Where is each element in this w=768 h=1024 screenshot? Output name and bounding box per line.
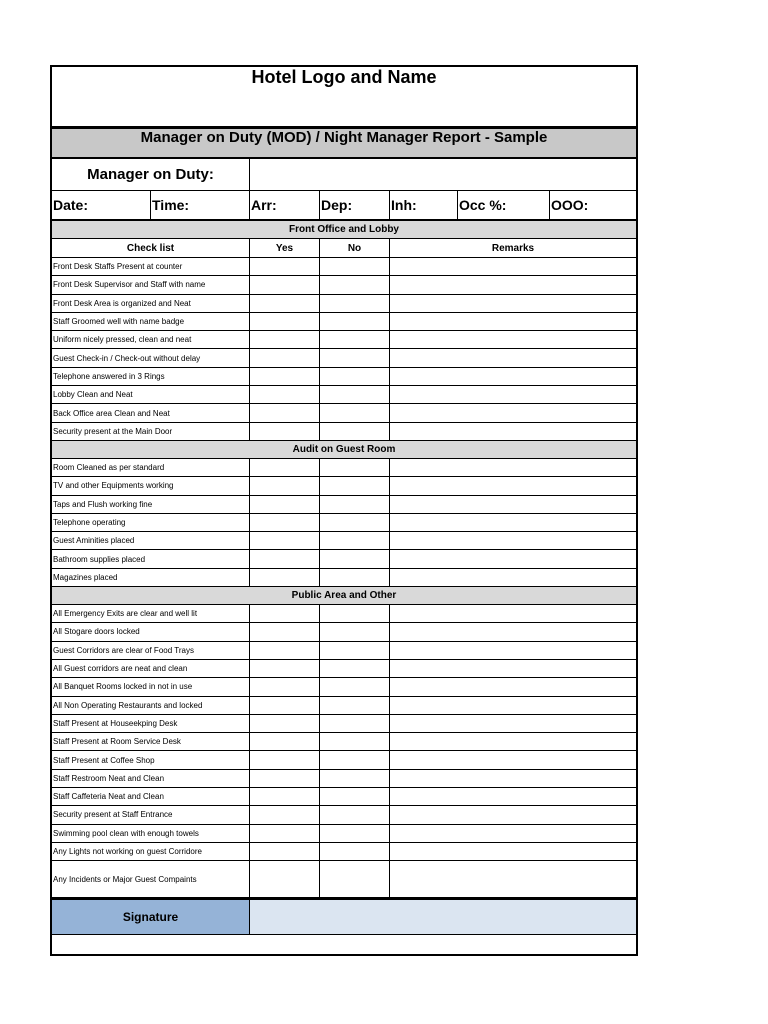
header-remarks: Remarks bbox=[491, 242, 535, 254]
yes-cell[interactable] bbox=[250, 368, 320, 385]
table-row bbox=[52, 276, 636, 294]
checklist-item-label: Security present at Staff Entrance bbox=[52, 806, 250, 823]
checklist-item-label: Staff Present at Houseekping Desk bbox=[52, 715, 250, 732]
checklist-item-label: All Guest corridors are neat and clean bbox=[52, 660, 250, 677]
table-row bbox=[52, 496, 636, 514]
hotel-title: Hotel Logo and Name bbox=[52, 67, 636, 127]
checklist-item-label: Guest Aminities placed bbox=[52, 532, 250, 549]
no-cell[interactable] bbox=[320, 258, 390, 275]
no-cell[interactable] bbox=[320, 642, 390, 659]
checklist-item-label: All Emergency Exits are clear and well lit bbox=[52, 605, 250, 622]
yes-cell[interactable] bbox=[250, 861, 320, 897]
yes-cell[interactable] bbox=[250, 697, 320, 714]
remarks-cell[interactable] bbox=[390, 623, 636, 640]
remarks-cell[interactable] bbox=[390, 605, 636, 622]
table-row bbox=[52, 660, 636, 678]
remarks-cell[interactable] bbox=[390, 477, 636, 494]
table-row bbox=[52, 477, 636, 495]
date-field[interactable]: Date: bbox=[52, 191, 151, 219]
checklist-item-label: Staff Restroom Neat and Clean bbox=[52, 770, 250, 787]
checklist-item-label: Telephone answered in 3 Rings bbox=[52, 368, 250, 385]
checklist-item-label: Staff Present at Coffee Shop bbox=[52, 751, 250, 768]
header-no: No bbox=[320, 239, 390, 257]
checklist-item-label: Staff Caffeteria Neat and Clean bbox=[52, 788, 250, 805]
remarks-cell[interactable] bbox=[390, 788, 636, 805]
manager-field[interactable] bbox=[250, 159, 636, 190]
out-of-order-field[interactable]: OOO: bbox=[551, 197, 589, 213]
yes-cell[interactable] bbox=[250, 825, 320, 842]
checklist-item-label: All Stogare doors locked bbox=[52, 623, 250, 640]
no-cell[interactable] bbox=[320, 861, 390, 897]
remarks-cell[interactable] bbox=[390, 404, 636, 421]
yes-cell[interactable] bbox=[250, 678, 320, 695]
no-cell[interactable] bbox=[320, 331, 390, 348]
yes-cell[interactable] bbox=[250, 349, 320, 366]
in-house-field[interactable]: Inh: bbox=[390, 191, 458, 219]
yes-cell[interactable] bbox=[250, 477, 320, 494]
no-cell[interactable] bbox=[320, 715, 390, 732]
table-row bbox=[52, 313, 636, 331]
arrivals-field[interactable]: Arr: bbox=[250, 191, 320, 219]
yes-cell[interactable] bbox=[250, 770, 320, 787]
yes-cell[interactable] bbox=[250, 423, 320, 440]
table-row bbox=[52, 258, 636, 276]
no-cell[interactable] bbox=[320, 349, 390, 366]
no-cell[interactable] bbox=[320, 770, 390, 787]
table-row bbox=[52, 623, 636, 641]
remarks-cell[interactable] bbox=[390, 423, 636, 440]
table-row bbox=[52, 404, 636, 422]
yes-cell[interactable] bbox=[250, 514, 320, 531]
remarks-cell[interactable] bbox=[390, 751, 636, 768]
remarks-cell[interactable] bbox=[390, 368, 636, 385]
no-cell[interactable] bbox=[320, 368, 390, 385]
section-guest-room: Audit on Guest Room bbox=[52, 441, 636, 459]
yes-cell[interactable] bbox=[250, 459, 320, 476]
manager-row bbox=[52, 159, 636, 191]
yes-cell[interactable] bbox=[250, 295, 320, 312]
remarks-cell[interactable] bbox=[390, 331, 636, 348]
no-cell[interactable] bbox=[320, 313, 390, 330]
no-cell[interactable] bbox=[320, 276, 390, 293]
table-header bbox=[52, 239, 636, 258]
checklist-item-label: All Banquet Rooms locked in not in use bbox=[52, 678, 250, 695]
checklist-item-label: Any Lights not working on guest Corridore bbox=[52, 843, 250, 860]
departures-field[interactable]: Dep: bbox=[320, 191, 390, 219]
no-cell[interactable] bbox=[320, 806, 390, 823]
remarks-cell[interactable] bbox=[390, 825, 636, 842]
checklist-item-label: Front Desk Area is organized and Neat bbox=[52, 295, 250, 312]
yes-cell[interactable] bbox=[250, 806, 320, 823]
yes-cell[interactable] bbox=[250, 751, 320, 768]
table-row bbox=[52, 788, 636, 806]
table-row bbox=[52, 806, 636, 824]
no-cell[interactable] bbox=[320, 295, 390, 312]
manager-label: Manager on Duty: bbox=[52, 159, 250, 190]
remarks-cell[interactable] bbox=[390, 697, 636, 714]
yes-cell[interactable] bbox=[250, 313, 320, 330]
remarks-cell[interactable] bbox=[390, 496, 636, 513]
table-row bbox=[52, 825, 636, 843]
no-cell[interactable] bbox=[320, 423, 390, 440]
no-cell[interactable] bbox=[320, 569, 390, 586]
checklist-item-label: Guest Corridors are clear of Food Trays bbox=[52, 642, 250, 659]
no-cell[interactable] bbox=[320, 697, 390, 714]
checklist-item-label: Front Desk Supervisor and Staff with name bbox=[52, 276, 250, 293]
table-row bbox=[52, 697, 636, 715]
yes-cell[interactable] bbox=[250, 605, 320, 622]
section-public-area: Public Area and Other bbox=[52, 587, 636, 605]
table-row bbox=[52, 642, 636, 660]
checklist-item-label: Guest Check-in / Check-out without delay bbox=[52, 349, 250, 366]
table-row bbox=[52, 751, 636, 769]
remarks-cell[interactable] bbox=[390, 532, 636, 549]
table-row bbox=[52, 331, 636, 349]
section-front-office: Front Office and Lobby bbox=[52, 221, 636, 239]
remarks-cell[interactable] bbox=[390, 861, 636, 897]
no-cell[interactable] bbox=[320, 751, 390, 768]
checklist-item-label: Taps and Flush working fine bbox=[52, 496, 250, 513]
remarks-cell[interactable] bbox=[390, 642, 636, 659]
yes-cell[interactable] bbox=[250, 532, 320, 549]
yes-cell[interactable] bbox=[250, 569, 320, 586]
table-row bbox=[52, 569, 636, 587]
checklist-item-label: Bathroom supplies placed bbox=[52, 550, 250, 567]
occupancy-field[interactable]: Occ %: bbox=[458, 191, 550, 219]
remarks-cell[interactable] bbox=[390, 313, 636, 330]
header-yes: Yes bbox=[250, 239, 320, 257]
table-row bbox=[52, 733, 636, 751]
yes-cell[interactable] bbox=[250, 496, 320, 513]
yes-cell[interactable] bbox=[250, 733, 320, 750]
no-cell[interactable] bbox=[320, 843, 390, 860]
yes-cell[interactable] bbox=[250, 550, 320, 567]
no-cell[interactable] bbox=[320, 660, 390, 677]
yes-cell[interactable] bbox=[250, 660, 320, 677]
remarks-cell[interactable] bbox=[390, 715, 636, 732]
checklist-item-label: Back Office area Clean and Neat bbox=[52, 404, 250, 421]
no-cell[interactable] bbox=[320, 623, 390, 640]
table-row bbox=[52, 368, 636, 386]
remarks-cell[interactable] bbox=[390, 258, 636, 275]
table-row bbox=[52, 678, 636, 696]
remarks-cell[interactable] bbox=[390, 806, 636, 823]
table-row bbox=[52, 459, 636, 477]
guest-room-items bbox=[52, 459, 636, 587]
remarks-cell[interactable] bbox=[390, 770, 636, 787]
report-title: Manager on Duty (MOD) / Night Manager Report - Sample bbox=[52, 127, 636, 159]
yes-cell[interactable] bbox=[250, 386, 320, 403]
no-cell[interactable] bbox=[320, 514, 390, 531]
no-cell[interactable] bbox=[320, 404, 390, 421]
no-cell[interactable] bbox=[320, 605, 390, 622]
table-row bbox=[52, 715, 636, 733]
yes-cell[interactable] bbox=[250, 331, 320, 348]
yes-cell[interactable] bbox=[250, 715, 320, 732]
checklist-item-label: Magazines placed bbox=[52, 569, 250, 586]
checklist-item-label: Staff Present at Room Service Desk bbox=[52, 733, 250, 750]
public-area-items bbox=[52, 605, 636, 898]
remarks-cell[interactable] bbox=[390, 514, 636, 531]
yes-cell[interactable] bbox=[250, 788, 320, 805]
table-row bbox=[52, 386, 636, 404]
table-row bbox=[52, 423, 636, 441]
remarks-cell[interactable] bbox=[390, 733, 636, 750]
yes-cell[interactable] bbox=[250, 642, 320, 659]
checklist-item-label: Security present at the Main Door bbox=[52, 423, 250, 440]
no-cell[interactable] bbox=[320, 386, 390, 403]
remarks-cell[interactable] bbox=[390, 349, 636, 366]
checklist-item-label: TV and other Equipments working bbox=[52, 477, 250, 494]
header-checklist: Check list bbox=[52, 239, 250, 257]
no-cell[interactable] bbox=[320, 825, 390, 842]
remarks-cell[interactable] bbox=[390, 459, 636, 476]
table-row bbox=[52, 295, 636, 313]
signature-label: Signature bbox=[52, 900, 250, 934]
table-row bbox=[52, 770, 636, 788]
info-row bbox=[52, 191, 636, 221]
no-cell[interactable] bbox=[320, 550, 390, 567]
table-row bbox=[52, 532, 636, 550]
yes-cell[interactable] bbox=[250, 623, 320, 640]
remarks-cell[interactable] bbox=[390, 550, 636, 567]
no-cell[interactable] bbox=[320, 788, 390, 805]
checklist-item-label: All Non Operating Restaurants and locked bbox=[52, 697, 250, 714]
yes-cell[interactable] bbox=[250, 258, 320, 275]
time-field[interactable]: Time: bbox=[151, 191, 250, 219]
checklist-item-label: Any Incidents or Major Guest Compaints bbox=[52, 861, 250, 897]
checklist-item-label: Telephone operating bbox=[52, 514, 250, 531]
no-cell[interactable] bbox=[320, 733, 390, 750]
checklist-item-label: Uniform nicely pressed, clean and neat bbox=[52, 331, 250, 348]
remarks-cell[interactable] bbox=[390, 386, 636, 403]
front-office-items bbox=[52, 258, 636, 441]
table-row bbox=[52, 349, 636, 367]
yes-cell[interactable] bbox=[250, 276, 320, 293]
signature-field[interactable] bbox=[250, 900, 636, 934]
checklist-item-label: Room Cleaned as per standard bbox=[52, 459, 250, 476]
table-row bbox=[52, 861, 636, 898]
remarks-cell[interactable] bbox=[390, 678, 636, 695]
table-row bbox=[52, 550, 636, 568]
table-row bbox=[52, 605, 636, 623]
remarks-cell[interactable] bbox=[390, 569, 636, 586]
no-cell[interactable] bbox=[320, 532, 390, 549]
report-sheet bbox=[50, 65, 638, 956]
remarks-cell[interactable] bbox=[390, 660, 636, 677]
yes-cell[interactable] bbox=[250, 404, 320, 421]
table-row bbox=[52, 843, 636, 861]
checklist-item-label: Staff Groomed well with name badge bbox=[52, 313, 250, 330]
no-cell[interactable] bbox=[320, 678, 390, 695]
signature-row bbox=[52, 898, 636, 935]
no-cell[interactable] bbox=[320, 477, 390, 494]
remarks-cell[interactable] bbox=[390, 276, 636, 293]
table-row bbox=[52, 514, 636, 532]
no-cell[interactable] bbox=[320, 459, 390, 476]
yes-cell[interactable] bbox=[250, 843, 320, 860]
no-cell[interactable] bbox=[320, 496, 390, 513]
checklist-item-label: Front Desk Staffs Present at counter bbox=[52, 258, 250, 275]
remarks-cell[interactable] bbox=[390, 843, 636, 860]
checklist-item-label: Lobby Clean and Neat bbox=[52, 386, 250, 403]
checklist-item-label: Swimming pool clean with enough towels bbox=[52, 825, 250, 842]
remarks-cell[interactable] bbox=[390, 295, 636, 312]
